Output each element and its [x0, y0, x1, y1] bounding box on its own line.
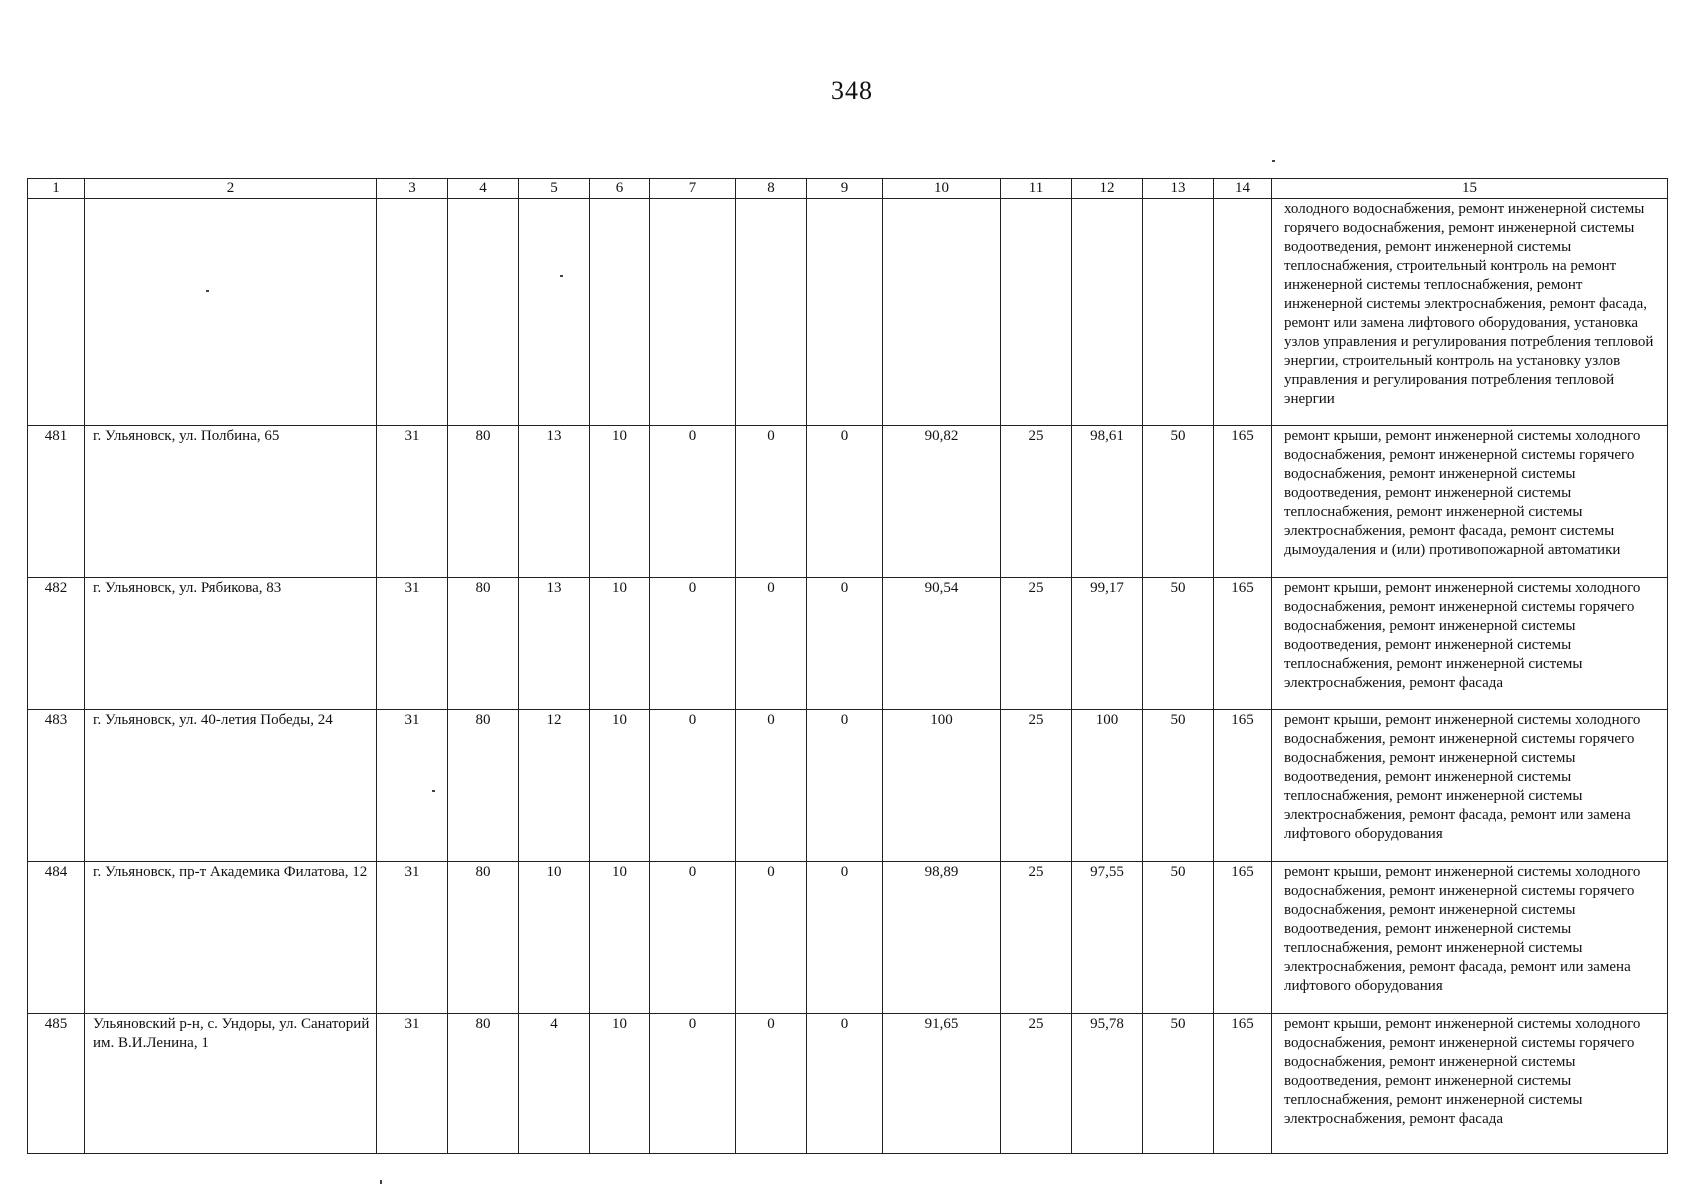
table-cell: 80	[448, 862, 519, 1014]
table-row	[28, 199, 1668, 426]
row-number-cell: 482	[28, 578, 85, 710]
table-cell: 25	[1001, 710, 1072, 862]
table-cell: 91,65	[883, 1014, 1001, 1154]
table-cell: 0	[650, 426, 736, 578]
address-cell: г. Ульяновск, ул. 40-летия Победы, 24	[85, 710, 377, 862]
table-cell: 0	[736, 862, 807, 1014]
column-header-8: 8	[736, 179, 807, 199]
table-cell: 31	[377, 710, 448, 862]
table-cell: 25	[1001, 426, 1072, 578]
table-cell: 165	[1214, 862, 1272, 1014]
table-cell	[377, 199, 448, 426]
table-cell	[519, 199, 590, 426]
table-cell: 31	[377, 426, 448, 578]
table-cell: 50	[1143, 578, 1214, 710]
table-cell: 80	[448, 1014, 519, 1154]
table-row	[28, 1014, 1668, 1154]
table-cell: 10	[590, 862, 650, 1014]
address-cell	[85, 199, 377, 426]
address-cell: Ульяновский р-н, с. Ундоры, ул. Санаторий им. В.И.Ленина, 1	[85, 1014, 377, 1154]
works-list-cell: ремонт крыши, ремонт инженерной системы холодного водоснабжения, ремонт инженерной системы горячего водоснабжения, ремонт инженерной системы водоотведения, ремонт инженерной системы теплоснабжения, ремонт инженерной системы электроснабжения, ремонт фасада	[1272, 578, 1668, 710]
table-cell: 0	[650, 1014, 736, 1154]
scan-speck	[432, 790, 435, 792]
table-cell: 99,17	[1072, 578, 1143, 710]
scan-speck	[380, 1180, 382, 1184]
row-number-cell: 481	[28, 426, 85, 578]
page-number: 348	[831, 76, 873, 105]
scan-speck	[1272, 160, 1275, 162]
column-header-11: 11	[1001, 179, 1072, 199]
column-header-9: 9	[807, 179, 883, 199]
works-list-cell: ремонт крыши, ремонт инженерной системы холодного водоснабжения, ремонт инженерной системы горячего водоснабжения, ремонт инженерной системы водоотведения, ремонт инженерной системы теплоснабжения, ремонт инженерной системы электроснабжения, ремонт фасада, ремонт или замена лифтового оборудования	[1272, 710, 1668, 862]
table-cell: 165	[1214, 426, 1272, 578]
column-header-2: 2	[85, 179, 377, 199]
column-header-7: 7	[650, 179, 736, 199]
table-cell: 0	[736, 710, 807, 862]
table-cell: 50	[1143, 710, 1214, 862]
table-cell: 80	[448, 426, 519, 578]
table-cell: 90,54	[883, 578, 1001, 710]
column-header-13: 13	[1143, 179, 1214, 199]
table-cell	[1214, 199, 1272, 426]
table-cell: 31	[377, 862, 448, 1014]
column-header-15: 15	[1272, 179, 1668, 199]
table-cell: 10	[590, 426, 650, 578]
scan-speck	[206, 290, 209, 292]
column-header-3: 3	[377, 179, 448, 199]
table-cell: 0	[736, 1014, 807, 1154]
address-cell: г. Ульяновск, пр-т Академика Филатова, 12	[85, 862, 377, 1014]
column-header-1: 1	[28, 179, 85, 199]
table-cell: 97,55	[1072, 862, 1143, 1014]
table-row	[28, 426, 1668, 578]
table-cell	[1072, 199, 1143, 426]
table-cell: 165	[1214, 710, 1272, 862]
table-cell: 80	[448, 578, 519, 710]
table-cell: 0	[736, 578, 807, 710]
table-cell: 31	[377, 1014, 448, 1154]
row-number-cell	[28, 199, 85, 426]
table-cell: 4	[519, 1014, 590, 1154]
table-cell	[1143, 199, 1214, 426]
table-cell	[736, 199, 807, 426]
table-cell: 0	[650, 578, 736, 710]
scan-speck	[560, 275, 563, 277]
table-cell: 0	[807, 1014, 883, 1154]
column-header-10: 10	[883, 179, 1001, 199]
works-list-cell: ремонт крыши, ремонт инженерной системы холодного водоснабжения, ремонт инженерной системы горячего водоснабжения, ремонт инженерной системы водоотведения, ремонт инженерной системы теплоснабжения, ремонт инженерной системы электроснабжения, ремонт фасада	[1272, 1014, 1668, 1154]
works-list-cell: ремонт крыши, ремонт инженерной системы холодного водоснабжения, ремонт инженерной системы горячего водоснабжения, ремонт инженерной системы водоотведения, ремонт инженерной системы теплоснабжения, ремонт инженерной системы электроснабжения, ремонт фасада, ремонт системы дымоудаления и (или) противопожарной автоматики	[1272, 426, 1668, 578]
table-cell: 0	[807, 862, 883, 1014]
table-cell: 10	[519, 862, 590, 1014]
table-cell: 10	[590, 1014, 650, 1154]
column-header-14: 14	[1214, 179, 1272, 199]
column-header-4: 4	[448, 179, 519, 199]
works-list-cell: ремонт крыши, ремонт инженерной системы холодного водоснабжения, ремонт инженерной системы горячего водоснабжения, ремонт инженерной системы водоотведения, ремонт инженерной системы теплоснабжения, ремонт инженерной системы электроснабжения, ремонт фасада, ремонт или замена лифтового оборудования	[1272, 862, 1668, 1014]
table-cell: 25	[1001, 1014, 1072, 1154]
table-cell: 12	[519, 710, 590, 862]
table-cell: 50	[1143, 426, 1214, 578]
table-cell: 13	[519, 426, 590, 578]
table-cell: 50	[1143, 862, 1214, 1014]
table-cell: 50	[1143, 1014, 1214, 1154]
column-header-5: 5	[519, 179, 590, 199]
table-cell	[650, 199, 736, 426]
address-cell: г. Ульяновск, ул. Полбина, 65	[85, 426, 377, 578]
table-cell	[448, 199, 519, 426]
table-row	[28, 710, 1668, 862]
table-cell: 95,78	[1072, 1014, 1143, 1154]
row-number-cell: 485	[28, 1014, 85, 1154]
table-cell: 80	[448, 710, 519, 862]
table-cell: 25	[1001, 862, 1072, 1014]
table-cell: 98,61	[1072, 426, 1143, 578]
table-cell: 31	[377, 578, 448, 710]
table-row	[28, 578, 1668, 710]
row-number-cell: 484	[28, 862, 85, 1014]
table-cell: 98,89	[883, 862, 1001, 1014]
table-cell: 0	[650, 710, 736, 862]
table-cell: 0	[807, 710, 883, 862]
works-list-cell: холодного водоснабжения, ремонт инженерной системы горячего водоснабжения, ремонт инженерной системы водоотведения, ремонт инженерной системы теплоснабжения, строительный контроль на ремонт инженерной системы теплоснабжения, ремонт инженерной системы электроснабжения, ремонт фасада, ремонт или замена лифтового оборудования, установка узлов управления и регулирования потребления тепловой энергии, строительный контроль на установку узлов управления и регулирования потребления тепловой энергии	[1272, 199, 1668, 426]
table-cell	[590, 199, 650, 426]
table-cell: 13	[519, 578, 590, 710]
table-header	[28, 179, 1668, 199]
table-cell: 10	[590, 578, 650, 710]
table-cell: 100	[883, 710, 1001, 862]
row-number-cell: 483	[28, 710, 85, 862]
table-body	[28, 199, 1668, 1154]
table-cell: 165	[1214, 578, 1272, 710]
table-cell	[807, 199, 883, 426]
header-row	[28, 179, 1668, 199]
table-cell: 0	[807, 578, 883, 710]
table-cell: 90,82	[883, 426, 1001, 578]
data-table	[27, 178, 1668, 1154]
column-header-6: 6	[590, 179, 650, 199]
table-cell: 165	[1214, 1014, 1272, 1154]
table-cell: 10	[590, 710, 650, 862]
table-cell: 100	[1072, 710, 1143, 862]
table-cell: 0	[650, 862, 736, 1014]
table-cell	[1001, 199, 1072, 426]
table-cell: 0	[807, 426, 883, 578]
table-cell: 25	[1001, 578, 1072, 710]
address-cell: г. Ульяновск, ул. Рябикова, 83	[85, 578, 377, 710]
table-row	[28, 862, 1668, 1014]
table-cell: 0	[736, 426, 807, 578]
column-header-12: 12	[1072, 179, 1143, 199]
table-cell	[883, 199, 1001, 426]
